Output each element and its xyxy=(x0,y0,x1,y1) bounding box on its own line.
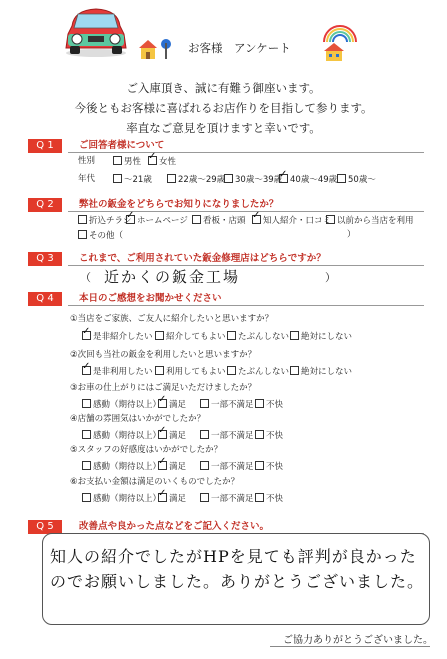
rainbow-icon xyxy=(320,24,360,44)
option-other[interactable]: その他（ xyxy=(78,230,123,242)
comment-line-2: のでお願いしました。ありがとうございました。 xyxy=(50,572,425,591)
option-repeat[interactable]: 以前から当店を利用 xyxy=(326,215,414,227)
option-flyer[interactable]: 折込チラシ xyxy=(78,215,132,227)
section-q4: Q 4 本日のご感想をお聞かせください xyxy=(28,292,424,306)
section-tag: Q 1 xyxy=(28,139,62,153)
option-male[interactable]: 男性 xyxy=(113,156,141,168)
checkbox-checked[interactable] xyxy=(148,156,157,165)
section-q3: Q 3 これまで、ご利用されていた鈑金修理店はどちらですか？ xyxy=(28,252,424,266)
info-sign-icon xyxy=(160,38,172,60)
option-female[interactable]: ✓ 女性 xyxy=(148,156,176,168)
section-q1 xyxy=(28,139,424,153)
option-homepage[interactable]: ✓ ホームページ xyxy=(126,215,188,227)
q3-answer: 近かくの鈑金工場 xyxy=(104,268,241,286)
section-q5: Q 5 改善点や良かった点などをご記入ください。 xyxy=(28,520,424,534)
section-q2: Q 2 弊社の鈑金をどちらでお知りになりましたか？ xyxy=(28,198,424,212)
option-age-4[interactable]: ✓ 40歳～49歳 xyxy=(279,174,337,186)
house-icon xyxy=(322,42,346,62)
option-age-3[interactable]: 30歳～39歳 xyxy=(224,174,282,186)
option-age-1[interactable]: ～21歳 xyxy=(113,174,152,186)
intro-text: ご入庫頂き、誠に有難う御座います。 今後ともお客様に喜ばれるお店作りを目指して参ります。 率直なご意見を頂けますと幸いです。 xyxy=(74,81,373,135)
gender-label: 性別 xyxy=(78,156,96,166)
section-title: ご回答者様について xyxy=(79,140,165,151)
house-icon xyxy=(137,38,159,60)
option-referral[interactable]: ✓ 知人紹介・口コミ xyxy=(252,215,331,227)
age-label: 年代 xyxy=(78,174,96,184)
option-age-2[interactable]: 22歳～29歳 xyxy=(167,174,225,186)
option-age-5[interactable]: 50歳～ xyxy=(337,174,376,186)
thanks-text: ご協力ありがとうございました。 xyxy=(283,635,433,646)
comment-line-1: 知人の紹介でしたがHPを見ても評判が良かった xyxy=(50,547,417,566)
page-title: お客様 アンケート xyxy=(188,41,291,55)
option-signboard[interactable]: 看板・店頭 xyxy=(192,215,246,227)
checkbox[interactable] xyxy=(113,156,122,165)
car-illustration xyxy=(60,4,132,60)
